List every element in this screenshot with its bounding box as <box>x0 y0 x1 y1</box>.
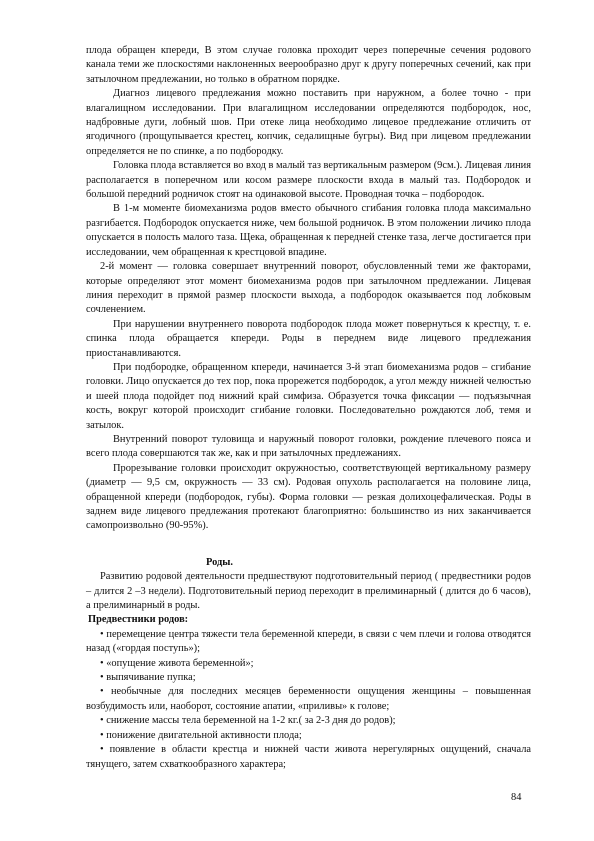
list-item: • перемещение центра тяжести тела беременной кпереди, в связи с чем плечи и голова отводятся назад («гордая поступь»); <box>86 628 531 655</box>
list-item: • необычные для последних месяцев беременности ощущения женщины – повышенная возбудимость или, наоборот, состояние апатии, «приливы» к голове; <box>86 686 531 712</box>
list-item: • «опущение живота беременной»; <box>100 657 254 669</box>
paragraph: Прорезывание головки происходит окружностью, соответствующей вертикальному размеру (диаметр — 9,5 см, окружность — 33 см). Родовая опухоль располагается на половине лица, обращенной кпереди (подбородок, губы). Форма головки — резкая долихоцефалическая. Роды в заднем виде лицевого предлежания протекают благоприятно: большинство из них заканчивается самопроизвольно (90-95%). <box>86 462 531 532</box>
paragraph: В 1-м моменте биомеханизма родов вместо обычного сгибания головка плода максимально разгибается. Подбородок опускается ниже, чем большой родничок. В этом положении личико плода опускается в полость малого таза. Щека, обращенная к передней стенке таза, легче достигается при исследовании, чем обращенная к крестцовой впадине. <box>86 203 531 258</box>
section-heading: Роды. <box>206 556 233 568</box>
paragraph: При нарушении внутреннего поворота подбородок плода может повернуться к крестцу, т. е. спинка плода обращается кпереди. Роды в переднем виде лицевого предлежания приостанавливаются. <box>86 318 531 359</box>
paragraph: При подбородке, обращенном кпереди, начинается 3-й этап биомеханизма родов – сгибание головки. Лицо опускается до тех пор, пока прорежется подбородок, а угол между нижней челюстью и шеей плода подойдет под нижний край симфиза. Образуется точка фиксации — подъязычная кость, вокруг которой происходит сгибание головки. Последовательно рождаются лоб, темя и затылок. <box>86 361 531 431</box>
paragraph: 2-й момент — головка совершает внутренний поворот, обусловленный теми же факторами, которые определяют этот момент биомеханизма родов при затылочном предлежании. Лицевая линия переходит в прямой размер плоскости выхода, а подбородок оказывается под лобковым сочленением. <box>86 261 531 316</box>
sub-heading: Предвестники родов: <box>88 614 189 626</box>
text-block <box>86 44 531 772</box>
section-intro: Развитию родовой деятельности предшествуют подготовительный период ( предвестники родов – длится 2 –3 недели). Подготовительный период переходит в прелиминарный ( длится до 6 часов), а прелиминарный в роды. <box>86 571 531 612</box>
paragraph: плода обращен кпереди, В этом случае головка проходит через поперечные сечения родового канала теми же плоскостями наклоненных веерообразно друг к другу поперечных сечений, как при затылочном предлежании, но только в обратном порядке. <box>86 45 531 85</box>
page-number: 84 <box>511 792 522 803</box>
paragraph: Головка плода вставляется во вход в малый таз вертикальным размером (9см.). Лицевая линия располагается в поперечном или косом размере плоскости входа в малый таз. Подбородок и большой передний родничок стоят на одинаковой высоте. Проводная точка – подбородок. <box>86 160 531 201</box>
list-item: • выпячивание пупка; <box>100 672 196 684</box>
list-item: • снижение массы тела беременной на 1-2 кг.( за 2-3 дня до родов); <box>100 715 396 727</box>
paragraph: Диагноз лицевого предлежания можно поставить при наружном, а более точно - при влагалищном исследовании. При влагалищном исследовании определяются подбородок, нос, надбровные дуги, лобный шов. При отеке лица необходимо лицевое предлежание отличить от ягодичного (прощупывается крестец, копчик, седалищные бугры). Вид при лицевом предлежании определяется не по спинке, а по подбородку. <box>86 88 531 157</box>
paragraph: Внутренний поворот туловища и наружный поворот головки, рождение плечевого пояса и всего плода совершаются так же, как и при затылочных предлежаниях. <box>86 433 531 460</box>
section-spacer <box>86 534 531 556</box>
list-item: • появление в области крестца и нижней части живота нерегулярных ощущений, сначала тянущего, затем схваткообразного характера; <box>86 744 531 770</box>
list-item: • понижение двигательной активности плода; <box>100 729 302 741</box>
